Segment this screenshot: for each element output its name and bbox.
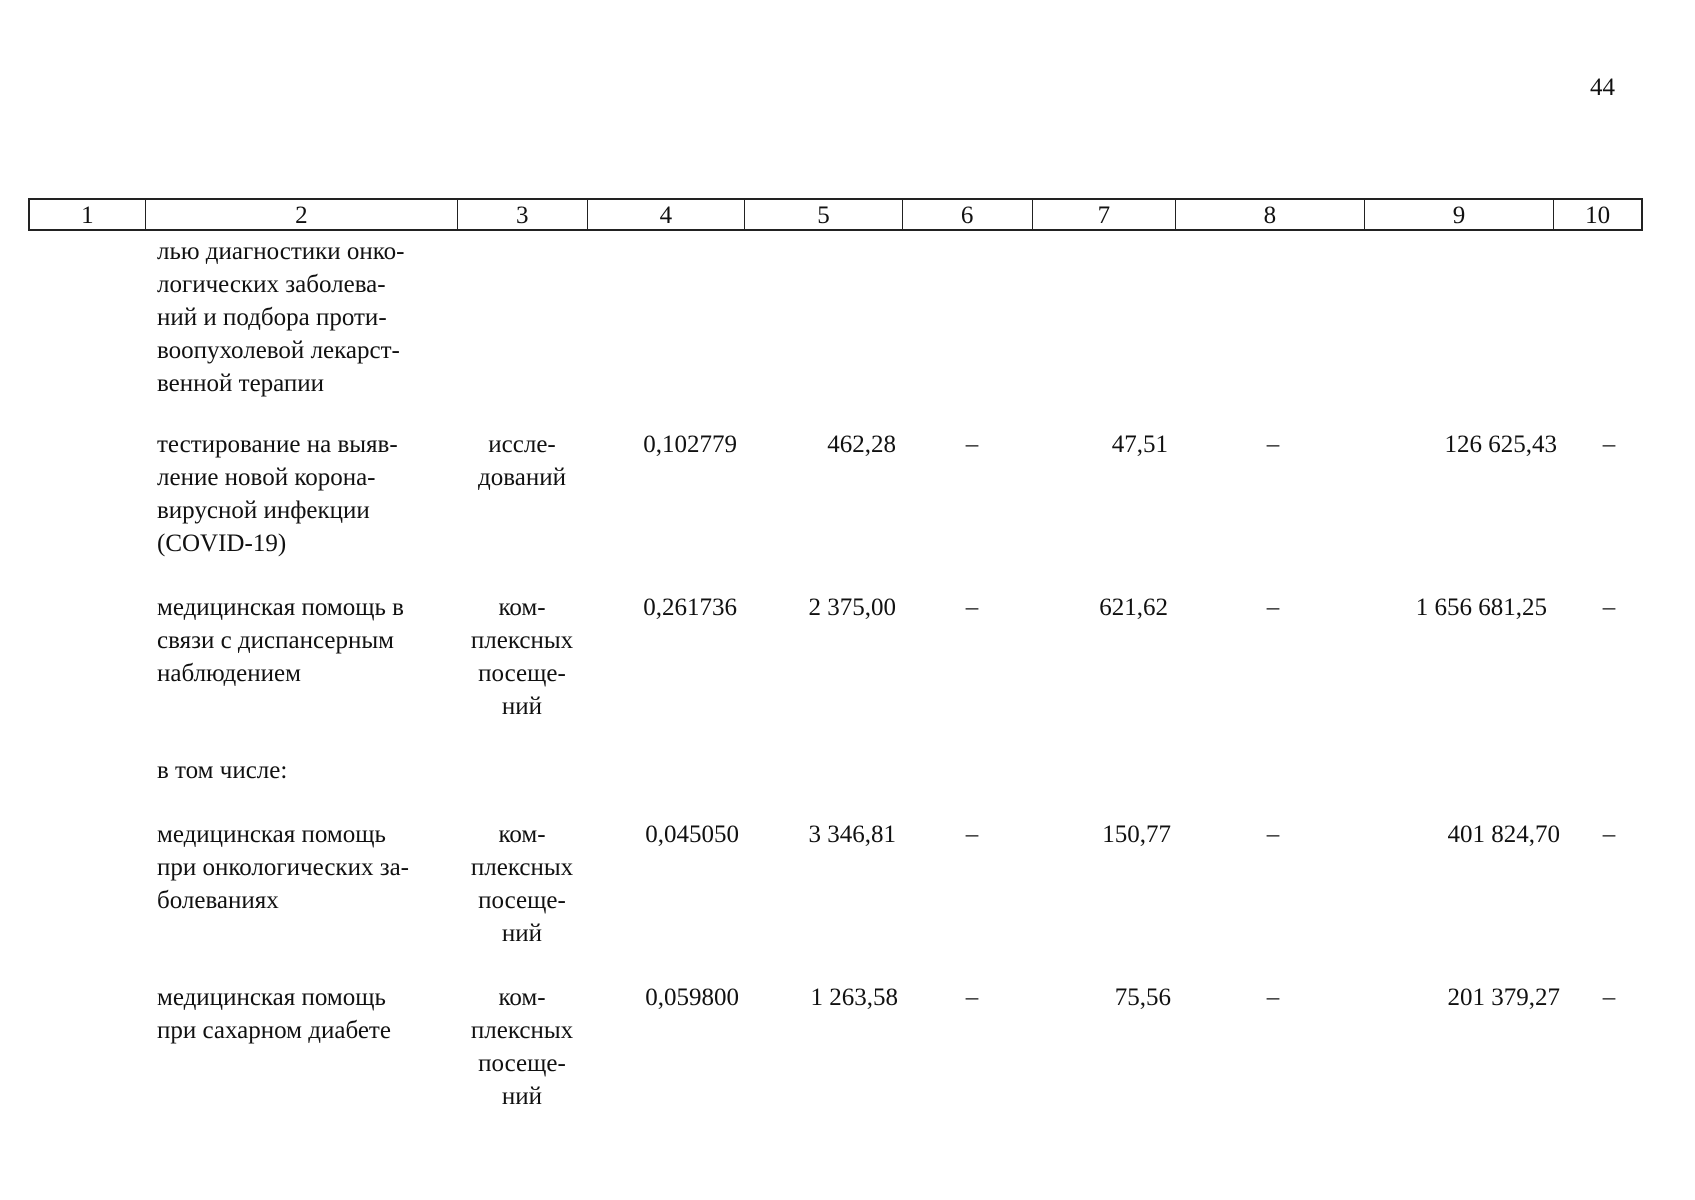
- column-header-3: 3: [458, 200, 588, 229]
- row-col5: 462,28: [827, 431, 896, 458]
- column-header-2: 2: [146, 200, 458, 229]
- row-name: медицинская помощь при сахарном диабете: [157, 984, 391, 1044]
- row-col9: 401 824,70: [1447, 821, 1560, 848]
- continuation-text: лью диагностики онко- логических заболева- ний и подбора проти- воопухолевой лекарст- венной терапии: [157, 238, 405, 397]
- row-col10: –: [1602, 431, 1616, 458]
- row-col5: 2 375,00: [808, 594, 896, 621]
- row-col5: 1 263,58: [810, 984, 898, 1011]
- column-header-4: 4: [588, 200, 746, 229]
- row-unit: ком- плексных посеще- ний: [470, 984, 574, 1110]
- row-col7: 621,62: [1099, 594, 1168, 621]
- column-header-8: 8: [1176, 200, 1365, 229]
- column-header-1: 1: [30, 200, 146, 229]
- column-header-10: 10: [1585, 201, 1611, 229]
- column-header-7: 7: [1033, 200, 1177, 229]
- row-unit: ком- плексных посеще- ний: [470, 821, 574, 947]
- row-col6: –: [965, 821, 979, 848]
- row-col8: –: [1266, 431, 1280, 458]
- row-col10: –: [1602, 821, 1616, 848]
- row-col7: 150,77: [1102, 821, 1171, 848]
- row-name: медицинская помощь в связи с диспансерным наблюдением: [157, 594, 404, 687]
- row-col4: 0,102779: [643, 431, 737, 458]
- row-col10: –: [1602, 984, 1616, 1011]
- row-col6: –: [965, 984, 979, 1011]
- column-header-row: [28, 198, 1643, 231]
- row-name: тестирование на выяв- ление новой корона- вирусной инфекции (COVID-19): [157, 431, 398, 557]
- row-col8: –: [1266, 821, 1280, 848]
- row-col8: –: [1266, 594, 1280, 621]
- row-col6: –: [965, 594, 979, 621]
- row-col8: –: [1266, 984, 1280, 1011]
- row-col9: 1 656 681,25: [1415, 594, 1547, 621]
- row-col7: 47,51: [1111, 431, 1168, 458]
- row-col9: 126 625,43: [1444, 431, 1557, 458]
- page-number: 44: [1590, 74, 1615, 101]
- row-col10: –: [1602, 594, 1616, 621]
- column-header-9: 9: [1365, 200, 1555, 229]
- row-col7: 75,56: [1114, 984, 1171, 1011]
- row-col5: 3 346,81: [808, 821, 896, 848]
- row-name: медицинская помощь при онкологических за- болеваниях: [157, 821, 410, 914]
- subheading-including: в том числе:: [157, 757, 288, 784]
- column-header-5: 5: [745, 200, 903, 229]
- row-col6: –: [965, 431, 979, 458]
- row-col9: 201 379,27: [1447, 984, 1560, 1011]
- row-col4: 0,059800: [645, 984, 739, 1011]
- row-col4: 0,045050: [645, 821, 739, 848]
- row-col4: 0,261736: [643, 594, 737, 621]
- column-header-6: 6: [903, 200, 1033, 229]
- row-unit: иссле- дований: [478, 431, 566, 491]
- row-unit: ком- плексных посеще- ний: [470, 594, 574, 720]
